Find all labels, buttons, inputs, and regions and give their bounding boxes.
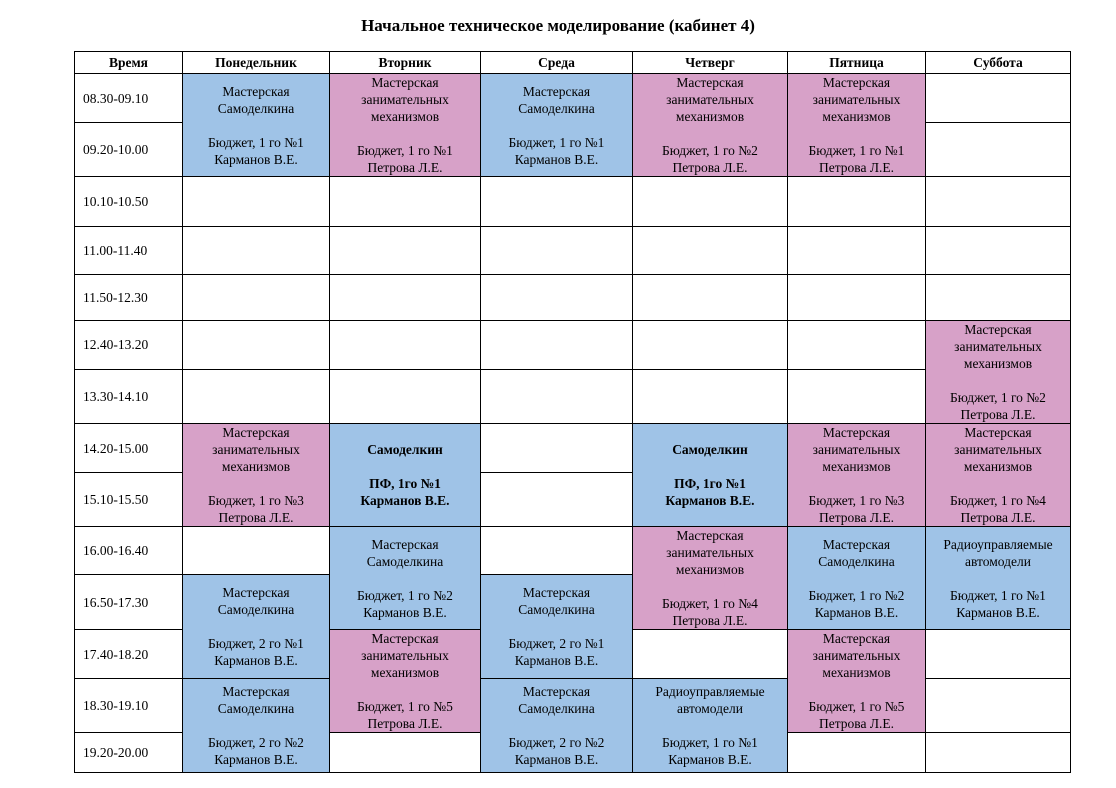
class-line: Бюджет, 1 го №3 [808,493,905,508]
empty-cell [788,227,926,275]
header-thursday: Четверг [633,52,788,74]
empty-cell [481,473,633,527]
table-row [75,74,1071,123]
class-line: занимательных [812,92,901,107]
class-line: автомодели [965,553,1031,569]
empty-cell [788,733,926,773]
class-line: Карманов В.Е. [214,151,298,167]
class-line: Бюджет, 1 го №4 [950,493,1046,508]
class-line: Самоделкина [217,100,295,116]
class-line: Мастерская [222,83,290,99]
time-cell: 15.10-15.50 [75,473,183,527]
class-cell [183,74,330,177]
class-line: Карманов В.Е. [668,752,752,767]
class-line: Бюджет, 1 го №5 [357,699,453,714]
class-line: Бюджет, 2 го №1 [208,636,304,651]
class-cell [788,74,926,177]
class-line: Мастерская [822,425,891,440]
class-line: механизмов [221,459,291,474]
time-cell: 13.30-14.10 [75,369,183,423]
class-cell [633,74,788,177]
empty-cell [926,227,1071,275]
time-cell: 11.50-12.30 [75,275,183,321]
empty-cell [330,733,481,773]
time-cell: 17.40-18.20 [75,630,183,679]
empty-cell [481,227,633,275]
empty-cell [926,275,1071,321]
class-line: Карманов В.Е. [363,604,447,620]
class-line: занимательных [954,339,1042,354]
table-row [75,177,1071,227]
table-row [75,275,1071,321]
class-line: Бюджет, 2 го №2 [508,735,605,750]
header-time: Время [75,52,183,74]
empty-cell [633,177,788,227]
class-line: Бюджет, 1 го №2 [808,587,905,603]
class-line: Мастерская [822,631,891,646]
class-cell [788,527,926,630]
header-saturday: Суббота [926,52,1071,74]
class-line: автомодели [677,701,743,716]
class-cell [330,527,481,630]
empty-cell [926,630,1071,679]
class-line: Карманов В.Е. [514,151,599,167]
class-cell [183,575,330,679]
class-line: занимательных [666,545,754,560]
class-cell [183,679,330,773]
empty-cell [183,177,330,227]
class-line: Мастерская [676,75,744,90]
empty-cell [183,369,330,423]
class-cell [481,575,633,679]
time-cell: 16.50-17.30 [75,575,183,630]
time-cell: 18.30-19.10 [75,679,183,733]
class-line: ПФ, 1го №1 [674,476,746,491]
empty-cell [481,177,633,227]
class-line: Петрова Л.Е. [218,510,294,525]
class-line: Мастерская [222,684,290,699]
class-line: Самоделкин [367,442,443,457]
class-line: Мастерская [522,585,591,600]
class-line: Самоделкина [518,100,595,116]
empty-cell [926,177,1071,227]
class-line: занимательных [212,442,300,457]
time-cell: 08.30-09.10 [75,74,183,123]
header-row [75,52,1071,74]
class-cell [788,424,926,527]
class-cell [330,630,481,733]
class-line: занимательных [812,442,901,457]
empty-cell [633,630,788,679]
time-cell: 16.00-16.40 [75,527,183,575]
class-line: Петрова Л.Е. [672,160,748,175]
class-line: Бюджет, 1 го №1 [950,587,1046,603]
class-line: Бюджет, 1 го №1 [662,735,758,750]
class-line: Самоделкина [518,701,595,716]
class-line: Петрова Л.Е. [672,613,748,628]
class-line: Карманов В.Е. [360,493,450,508]
empty-cell [633,227,788,275]
class-line: Мастерская [371,536,439,552]
class-line: Мастерская [222,585,290,600]
class-line: Карманов В.Е. [814,604,899,620]
class-line: Мастерская [964,425,1032,440]
class-cell [330,424,481,527]
empty-cell [183,275,330,321]
class-line: Мастерская [676,528,744,543]
class-line: Бюджет, 1 го №2 [662,143,758,158]
empty-cell [183,321,330,370]
class-line: Радиоуправляемые [655,684,765,699]
empty-cell [788,275,926,321]
class-line: Мастерская [371,75,439,90]
class-line: Самоделкина [366,553,444,569]
class-line: Самоделкина [818,553,895,569]
empty-cell [481,424,633,473]
class-line: Карманов В.Е. [956,604,1040,620]
class-cell [926,321,1071,424]
class-line: Бюджет, 2 го №1 [508,636,605,651]
class-cell [633,424,788,527]
table-row [75,227,1071,275]
class-line: механизмов [963,356,1033,371]
empty-cell [481,527,633,575]
class-line: занимательных [666,92,754,107]
class-line: механизмов [370,665,440,680]
class-cell [926,527,1071,630]
class-line: Мастерская [371,631,439,646]
empty-cell [926,74,1071,123]
class-line: Карманов В.Е. [214,653,298,668]
class-line: Петрова Л.Е. [367,160,443,175]
class-line: механизмов [370,109,440,124]
class-line: механизмов [822,109,891,124]
page-title: Начальное техническое моделирование (кабинет 4) [361,16,755,35]
class-line: Петрова Л.Е. [960,407,1036,422]
class-line: Самоделкина [217,602,295,617]
class-line: механизмов [675,109,745,124]
empty-cell [788,369,926,423]
empty-cell [926,733,1071,773]
class-line: Петрова Л.Е. [367,716,443,731]
table-row [75,321,1071,370]
class-line: механизмов [675,562,745,577]
empty-cell [330,177,481,227]
class-line: механизмов [963,459,1033,474]
class-line: Петрова Л.Е. [818,160,895,175]
time-cell: 12.40-13.20 [75,321,183,370]
class-line: Карманов В.Е. [214,752,298,767]
schedule-table [74,51,1071,773]
class-line: Бюджет, 1 го №2 [357,587,453,603]
class-line: Бюджет, 2 го №2 [208,735,304,750]
class-cell [481,74,633,177]
class-line: Карманов В.Е. [514,752,599,767]
class-line: Бюджет, 1 го №4 [662,596,758,611]
class-line: Мастерская [222,425,290,440]
empty-cell [926,123,1071,177]
class-line: Мастерская [822,75,891,90]
empty-cell [481,321,633,370]
empty-cell [330,227,481,275]
class-line: Бюджет, 1 го №3 [208,493,304,508]
class-line: Бюджет, 1 го №1 [208,134,304,150]
class-line: занимательных [812,648,901,663]
empty-cell [330,275,481,321]
class-line: Петрова Л.Е. [960,510,1036,525]
empty-cell [330,321,481,370]
class-line: механизмов [822,459,891,474]
class-line: Бюджет, 1 го №1 [357,143,453,158]
table-row [75,527,1071,575]
time-cell: 19.20-20.00 [75,733,183,773]
table-row [75,424,1071,473]
empty-cell [788,177,926,227]
class-line: Самоделкин [672,442,748,457]
class-cell [788,630,926,733]
class-line: Самоделкина [217,701,295,716]
class-line: Мастерская [822,536,891,552]
class-cell [481,679,633,773]
empty-cell [481,369,633,423]
class-cell [330,74,481,177]
empty-cell [926,679,1071,733]
class-line: занимательных [361,648,449,663]
time-cell: 09.20-10.00 [75,123,183,177]
class-line: ПФ, 1го №1 [369,476,441,491]
class-line: Мастерская [522,684,591,699]
class-line: Бюджет, 1 го №1 [508,134,605,150]
class-line: Радиоуправляемые [943,536,1053,552]
empty-cell [183,527,330,575]
class-line: механизмов [822,665,891,680]
class-line: Бюджет, 1 го №5 [808,699,905,714]
class-line: Карманов В.Е. [514,653,599,668]
time-cell: 14.20-15.00 [75,424,183,473]
class-line: Петрова Л.Е. [818,716,895,731]
empty-cell [481,275,633,321]
class-line: Мастерская [522,83,591,99]
class-cell [633,527,788,630]
header-monday: Понедельник [183,52,330,74]
class-line: Самоделкина [518,602,595,617]
empty-cell [788,321,926,370]
time-cell: 10.10-10.50 [75,177,183,227]
table-row [75,369,1071,423]
class-line: занимательных [361,92,449,107]
class-cell [633,679,788,773]
class-line: Карманов В.Е. [665,493,755,508]
empty-cell [633,321,788,370]
class-line: Бюджет, 1 го №2 [950,390,1046,405]
class-line: Мастерская [964,322,1032,337]
time-cell: 11.00-11.40 [75,227,183,275]
class-line: занимательных [954,442,1042,457]
class-cell [183,424,330,527]
empty-cell [183,227,330,275]
empty-cell [633,369,788,423]
class-cell [926,424,1071,527]
class-line: Петрова Л.Е. [818,510,895,525]
empty-cell [330,369,481,423]
header-wednesday: Среда [481,52,633,74]
empty-cell [633,275,788,321]
header-friday: Пятница [788,52,926,74]
header-tuesday: Вторник [330,52,481,74]
class-line: Бюджет, 1 го №1 [808,143,905,158]
